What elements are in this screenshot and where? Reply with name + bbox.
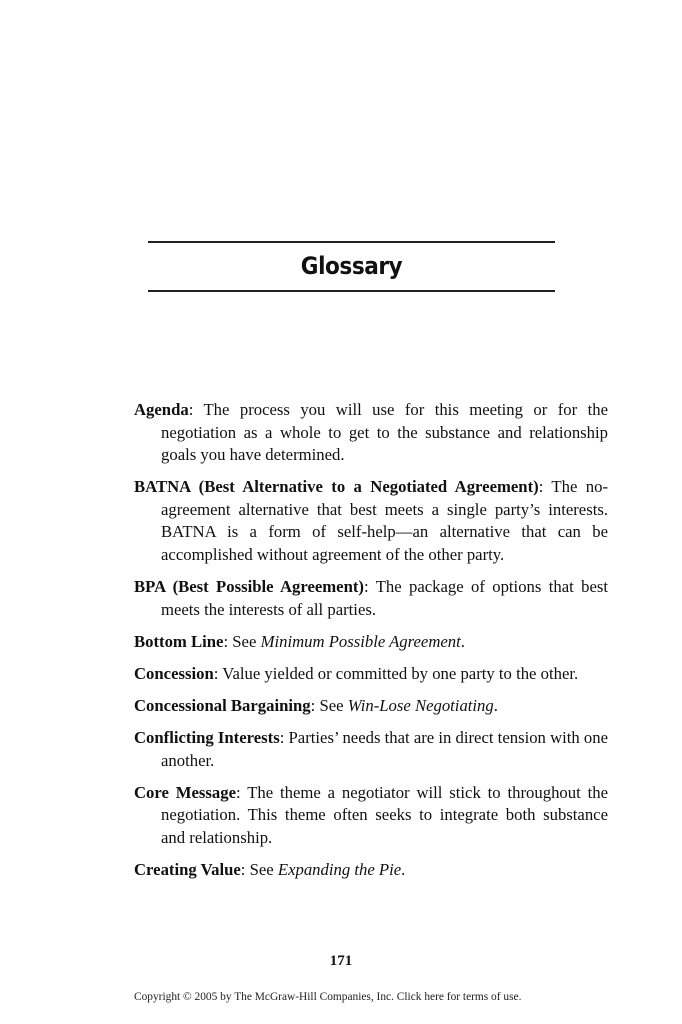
copyright-notice[interactable]: Copyright © 2005 by The McGraw-Hill Companies, Inc. Click here for terms of use. — [134, 991, 522, 1003]
entry-definition: See — [249, 860, 278, 880]
entry-definition: See — [319, 696, 348, 716]
entry-term: Agenda — [134, 400, 189, 419]
entry-definition: See — [232, 631, 261, 651]
entry-definition: Parties’ needs that are in direct tension with one another. — [161, 728, 609, 770]
glossary-entry-concession: Concession: Value yielded or committed by one party to the other. — [134, 663, 579, 683]
glossary-entry-concessional-bargaining: Concessional Bargaining: See Win-Lose Negotiating. — [134, 696, 498, 716]
glossary-entries — [134, 399, 608, 891]
glossary-entry-bottom-line: Bottom Line: See Minimum Possible Agreement. — [134, 631, 465, 651]
entry-term: BPA (Best Possible Agreement) — [134, 577, 364, 597]
glossary-entry-bpa: BPA (Best Possible Agreement): The package of options that best meets the interests of all parties. — [134, 577, 608, 619]
page-title: Glossary — [300, 252, 403, 280]
glossary-entry-batna: BATNA (Best Alternative to a Negotiated Agreement): The no-agreement alternative that best meets a single party’s interests. BATNA is a form of self-help—an alternative that can be accomplished without agreement of the other party. — [134, 477, 608, 565]
title-rule-bottom — [148, 290, 555, 292]
glossary-entry-core-message: Core Message: The theme a negotiator will stick to throughout the negotiation. This theme often seeks to integrate both substance and relationship. — [134, 782, 608, 847]
entry-term: BATNA (Best Alternative to a Negotiated Agreement) — [134, 477, 539, 497]
entry-definition: The theme a negotiator will stick to throughout the negotiation. This theme often seeks to integrate both substance and relationship. — [161, 782, 608, 847]
glossary-entry-conflicting-interests: Conflicting Interests: Parties’ needs that are in direct tension with one another. — [134, 728, 609, 770]
entry-term: Conflicting Interests — [134, 728, 280, 748]
entry-definition: Value yielded or committed by one party to the other. — [222, 663, 579, 683]
entry-term: Bottom Line — [134, 631, 224, 651]
entry-definition: The process you will use for this meeting or for the negotiation as a whole to get to the substance and relationship goals you have determined. — [161, 400, 608, 465]
entry-cross-reference: Win-Lose Negotiating — [347, 696, 494, 716]
glossary-entry-creating-value: Creating Value: See Expanding the Pie. — [134, 860, 406, 880]
entry-term: Concession — [134, 663, 214, 683]
title-rule-top — [148, 241, 555, 243]
glossary-entry-agenda: Agenda: The process you will use for this meeting or for the negotiation as a whole to get to the substance and relationship goals you have determined. — [134, 400, 608, 465]
entry-term: Concessional Bargaining — [134, 696, 311, 716]
entry-cross-reference: Minimum Possible Agreement — [260, 631, 461, 651]
entry-term: Core Message — [134, 782, 237, 802]
page-number: 171 — [329, 953, 353, 969]
entry-cross-reference: Expanding the Pie — [277, 860, 402, 880]
entry-definition: The package of options that best meets the interests of all parties. — [161, 577, 608, 619]
entry-term: Creating Value — [134, 860, 241, 880]
entry-definition: The no-agreement alternative that best meets a single party’s interests. BATNA is a form of self-help—an alternative that can be accomplished without agreement of the other party. — [161, 477, 608, 565]
